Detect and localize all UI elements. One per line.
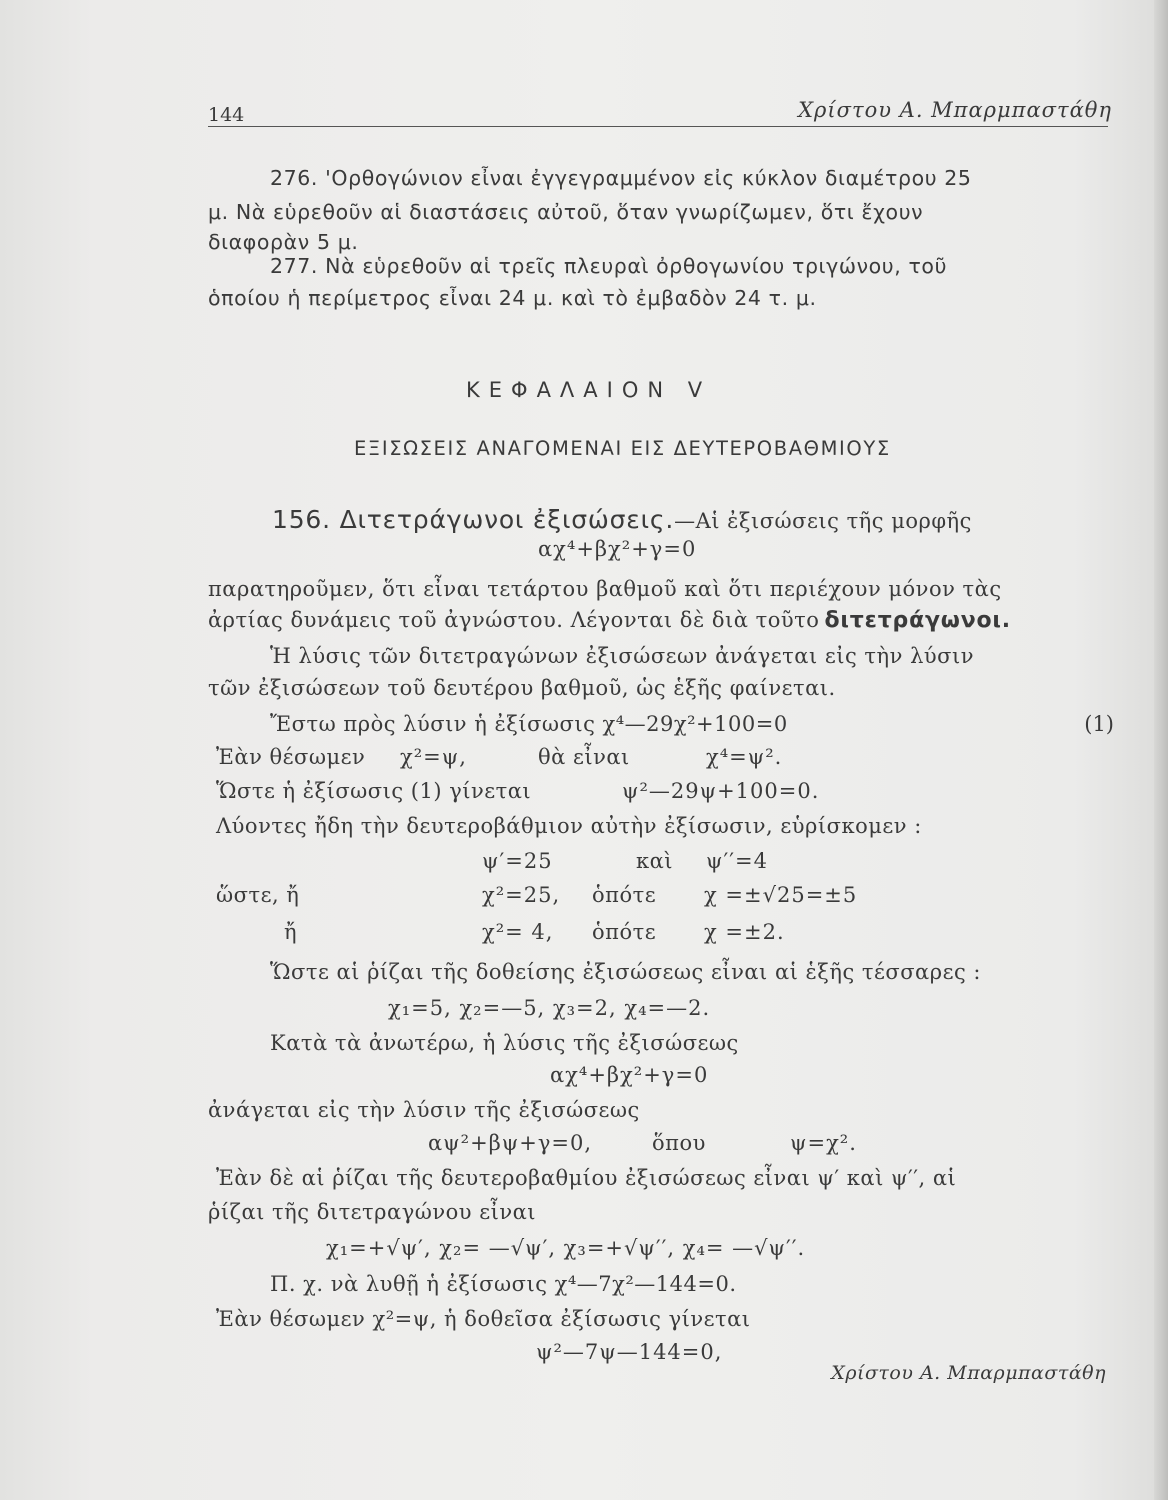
footer-signature: Χρίστου Α. Μπαρμπαστάθη	[831, 1362, 1106, 1384]
root-psi-1: ψ′=25	[482, 849, 553, 873]
equation-label-1: (1)	[1084, 712, 1114, 736]
page-number: 144	[208, 104, 245, 126]
reduced-where: ὅπου	[652, 1131, 706, 1155]
problem-277-line1: 277. Νὰ εὑρεθοῦν αἱ τρεῖς πλευραὶ ὀρθογωνίου τριγώνου, τοῦ	[270, 254, 948, 278]
case-1-then: ὁπότε	[592, 883, 657, 907]
header-rule	[208, 126, 1108, 127]
reduces-text: ἀνάγεται εἰς τὴν λύσιν τῆς ἐξισώσεως	[208, 1098, 640, 1122]
case-2-result: χ =±2.	[704, 920, 785, 944]
chapter-heading: ΚΕΦΑΛΑΙΟΝ V	[466, 378, 712, 402]
problem-276-line2: μ. Νὰ εὑρεθοῦν αἱ διαστάσεις αὐτοῦ, ὅταν γνωρίζωμεν, ὅτι ἔχουν	[208, 200, 924, 224]
four-roots-text: Ὥστε αἱ ῥίζαι τῆς δοθείσης ἐξισώσεως εἶναι αἱ ἑξῆς τέσσαρες :	[270, 960, 981, 984]
general-roots: χ₁=+√ψ′, χ₂= —√ψ′, χ₃=+√ψ′′, χ₄= —√ψ′′.	[326, 1236, 806, 1260]
substitution-eq: χ²=ψ,	[400, 745, 467, 769]
example-equation: ψ²—7ψ—144=0,	[536, 1340, 723, 1364]
substitution-then: θὰ εἶναι	[538, 745, 630, 769]
paragraph-2-line2: τῶν ἐξισώσεων τοῦ δευτέρου βαθμοῦ, ὡς ἑξῆς φαίνεται.	[208, 676, 836, 700]
roots-and: καὶ	[636, 849, 674, 873]
page-edge-shadow	[1154, 0, 1168, 1500]
becomes-text: Ὥστε ἡ ἐξίσωσις (1) γίνεται	[216, 779, 532, 803]
section-156-lead	[272, 505, 972, 534]
paragraph-2-line1: Ἡ λύσις τῶν διτετραγώνων ἐξισώσεων ἀνάγεται εἰς τὴν λύσιν	[270, 644, 974, 668]
substitution-intro: Ἐὰν θέσωμεν	[216, 745, 366, 769]
running-title: Χρίστου Α. Μπαρμπαστάθη	[798, 98, 1112, 122]
problem-276-line1: 276. 'Ορθογώνιον εἶναι ἐγγεγραμμένον εἰς κύκλον διαμέτρου 25	[270, 166, 972, 190]
paragraph-1-line2: ἀρτίας δυνάμεις τοῦ ἀγνώστου. Λέγονται δὲ διὰ τοῦτο διτετράγωνοι.	[208, 608, 1011, 633]
equation-general-form: αχ⁴+βχ²+γ=0	[538, 537, 697, 561]
case-1-intro: ὥστε, ἤ	[216, 883, 300, 907]
example-equation-line: Ἔστω πρὸς λύσιν ἡ ἐξίσωσις χ⁴—29χ²+100=0	[270, 712, 788, 736]
example-substitution: Ἐὰν θέσωμεν χ²=ψ, ἡ δοθεῖσα ἐξίσωσις γίνεται	[216, 1307, 751, 1331]
general-equation: αχ⁴+βχ²+γ=0	[550, 1063, 709, 1087]
term-ditetragonoi: διτετράγωνοι.	[824, 608, 1011, 633]
case-2-eq: χ²= 4,	[482, 920, 554, 944]
case-2-intro: ἤ	[284, 920, 298, 944]
reduced-substitution: ψ=χ².	[790, 1131, 857, 1155]
case-1-eq: χ²=25,	[482, 883, 561, 907]
solving-text: Λύοντες ἤδη τὴν δευτεροβάθμιον αὐτὴν ἐξίσωσιν, εὑρίσκομεν :	[216, 814, 922, 838]
roots-text-line1: Ἐὰν δὲ αἱ ῥίζαι τῆς δευτεροβαθμίου ἐξισώσεως εἶναι ψ′ καὶ ψ′′, αἱ	[216, 1166, 957, 1190]
reduced-equation: αψ²+βψ+γ=0,	[428, 1131, 593, 1155]
problem-276-line3: διαφορὰν 5 μ.	[208, 230, 359, 254]
general-solution-text: Κατὰ τὰ ἀνωτέρω, ἡ λύσις τῆς ἐξισώσεως	[270, 1031, 739, 1055]
chapter-title: ΕΞΙΣΩΣΕΙΣ ΑΝΑΓΟΜΕΝΑΙ ΕΙΣ ΔΕΥΤΕΡΟΒΑΘΜΙΟΥΣ	[354, 437, 891, 460]
substitution-result: χ⁴=ψ².	[706, 745, 783, 769]
roots-text-line2: ῥίζαι τῆς διτετραγώνου εἶναι	[208, 1200, 537, 1224]
section-lead-text: —Αἱ ἐξισώσεις τῆς μορφῆς	[674, 509, 972, 533]
four-roots: χ₁=5, χ₂=—5, χ₃=2, χ₄=—2.	[388, 996, 711, 1020]
section-title: 156. Διτετράγωνοι ἐξισώσεις.	[272, 505, 675, 534]
example-problem: Π. χ. νὰ λυθῇ ἡ ἐξίσωσις χ⁴—7χ²—144=0.	[270, 1272, 737, 1296]
case-2-then: ὁπότε	[592, 920, 657, 944]
problem-277-line2: ὁποίου ἡ περίμετρος εἶναι 24 μ. καὶ τὸ ἐμβαδὸν 24 τ. μ.	[208, 286, 817, 310]
quadratic-in-psi: ψ²—29ψ+100=0.	[622, 779, 820, 803]
paragraph-1-line1: παρατηροῦμεν, ὅτι εἶναι τετάρτου βαθμοῦ καὶ ὅτι περιέχουν μόνον τὰς	[208, 577, 1002, 601]
case-1-result: χ =±√25=±5	[704, 883, 858, 907]
root-psi-2: ψ′′=4	[706, 849, 768, 873]
